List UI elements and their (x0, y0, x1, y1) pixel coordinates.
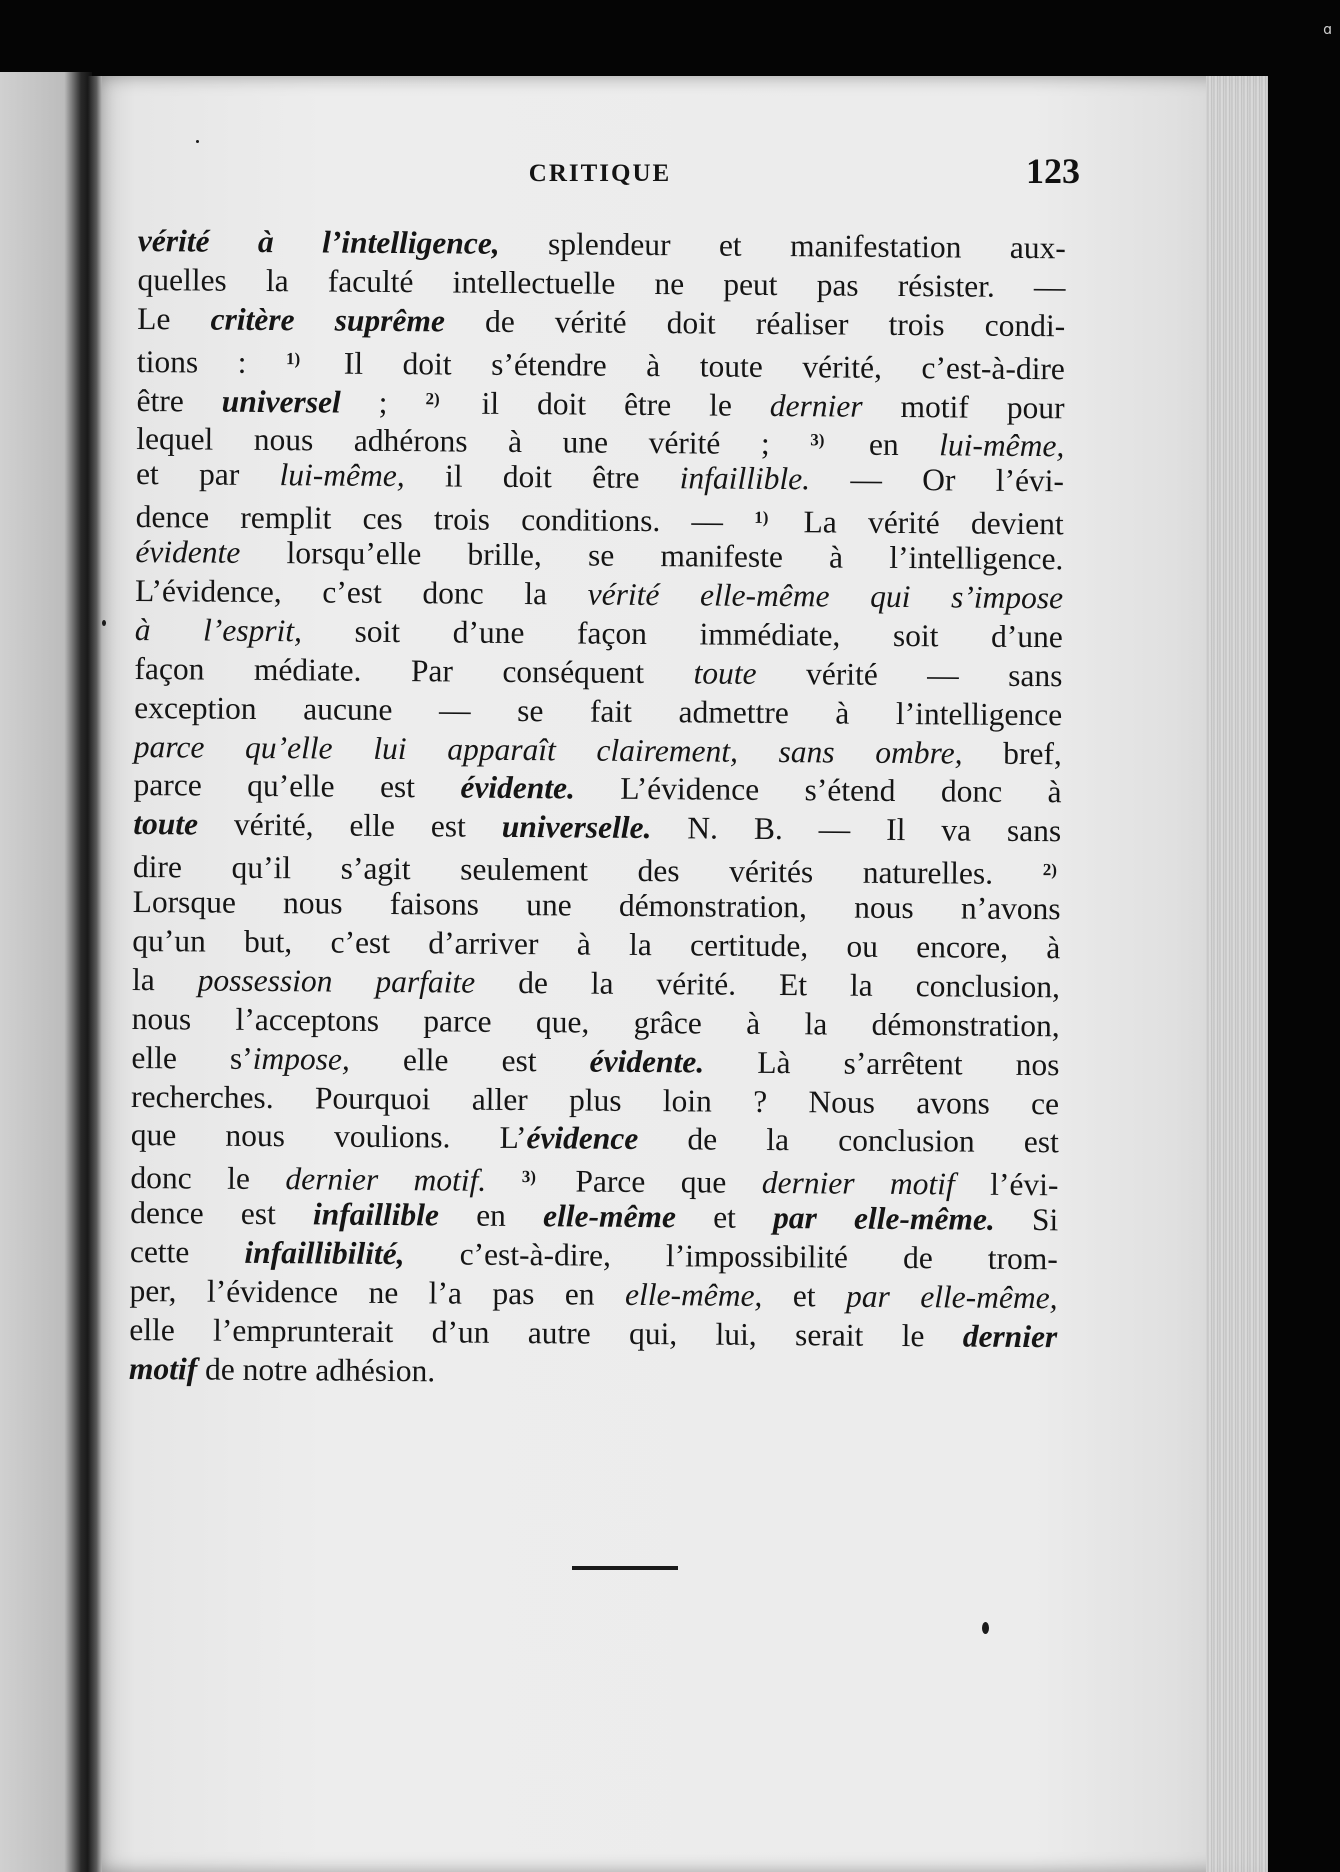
ink-speck (982, 1622, 989, 1634)
text-run: elle est (349, 1041, 590, 1079)
text-run: toute (133, 806, 199, 842)
text-run: parce qu’elle est (133, 767, 461, 806)
facing-page-edge (0, 72, 92, 1872)
text-run: donc le (130, 1160, 286, 1197)
text-run: évidence (526, 1120, 639, 1157)
text-run: de la conclusion est (638, 1121, 1059, 1160)
footnote-marker: 2) (1042, 860, 1058, 880)
text-run: possession parfaite (197, 962, 476, 1000)
text-run: L’évidence, c’est donc la (134, 573, 588, 612)
text-line (137, 339, 1065, 385)
text-run: dernier motif. (285, 1161, 487, 1199)
text-run: elle-même, (624, 1276, 763, 1313)
text-run: infaillibilité, (244, 1235, 405, 1272)
text-run: Il doit s’étendre à toute vérité, c’est-à-dire (304, 344, 1066, 386)
text-line (134, 650, 1062, 696)
scan-corner-mark: ɑ (1323, 22, 1332, 38)
page-gutter (88, 76, 102, 1872)
text-run: lui-même, (279, 457, 405, 494)
text-line (129, 1350, 1057, 1396)
text-line (134, 689, 1062, 735)
text-run: exception aucune — se fait admettre à l’intelligence (134, 689, 1063, 732)
text-run: dire qu’il s’agit seulement des vérités naturelles. (132, 849, 1043, 892)
text-run: La vérité devient (772, 504, 1064, 542)
ink-speck (102, 620, 106, 626)
text-line (131, 1039, 1059, 1085)
text-run: universelle. (501, 809, 652, 846)
text-run: recherches. Pourquoi aller plus loin ? Nous avons ce (130, 1078, 1060, 1121)
text-run: de la vérité. Et la conclusion, (475, 964, 1061, 1005)
footnote-marker: 3) (521, 1167, 537, 1187)
text-run: façon médiate. Par conséquent (134, 650, 694, 691)
text-run: la (131, 961, 198, 998)
text-run: nous l’acceptons parce que, grâce à la démonstration, (131, 1000, 1060, 1044)
text-line (132, 1000, 1060, 1046)
footnote-marker: 1) (754, 508, 769, 528)
text-run: infaillible. (679, 460, 811, 497)
text-run: être (136, 382, 222, 419)
text-run: lequel nous adhérons à une vérité ; (136, 421, 811, 462)
text-run: impose, (252, 1040, 351, 1077)
text-run: infaillible (312, 1196, 440, 1233)
text-run: par elle-même. (772, 1200, 995, 1238)
text-run: critère suprême (210, 301, 446, 339)
text-run: — Or l’évi- (809, 461, 1065, 499)
text-run: lorsqu’elle brille, se manifeste à l’intelligence. (240, 534, 1064, 577)
text-run: motif pour (862, 388, 1065, 425)
text-run: dernier (769, 387, 863, 424)
text-run: universel (221, 383, 341, 420)
text-run: soit d’une façon immédiate, soit d’une (301, 613, 1063, 655)
text-run: cette (129, 1234, 245, 1271)
end-rule (572, 1566, 678, 1570)
text-run: et (762, 1277, 847, 1314)
text-run: bref, (962, 735, 1062, 771)
text-run: toute (693, 655, 757, 691)
text-run: évidente. (460, 770, 576, 806)
text-run: ; (340, 384, 426, 420)
text-run: l’évi- (954, 1166, 1059, 1203)
ink-speck (196, 140, 199, 143)
text-run: et par (135, 456, 280, 493)
text-run: évidente (135, 534, 241, 570)
text-run: dernier (962, 1318, 1058, 1355)
body-text (128, 222, 1066, 1499)
text-run: c’est-à-dire, l’impossibilité de trom- (404, 1236, 1059, 1277)
text-run: et (675, 1199, 774, 1236)
text-run: elle-même (542, 1198, 677, 1235)
text-run: de notre adhésion. (197, 1351, 436, 1389)
text-run: Lorsque nous faisons une démonstration, nous n’avons (132, 884, 1061, 927)
text-run: motif (128, 1350, 198, 1387)
running-head: CRITIQUE (528, 160, 672, 187)
text-run: vérité à l’intelligence, (137, 222, 500, 261)
text-run: Parce que (539, 1163, 762, 1201)
text-run: il doit être (404, 458, 680, 496)
text-run: vérité, elle est (197, 806, 502, 845)
text-run: qu’un but, c’est d’arriver à la certitude, ou encore, à (132, 923, 1061, 966)
text-run: Là s’arrêtent nos (704, 1044, 1060, 1082)
text-run: dence est (130, 1195, 314, 1232)
text-run: elle l’emprunterait d’un autre qui, lui, serait le (129, 1311, 963, 1354)
text-run: à l’esprit, (134, 611, 303, 649)
text-run: elle s’ (131, 1039, 253, 1076)
footnote-marker: 3) (810, 430, 825, 450)
text-run: Le (137, 300, 211, 337)
text-run: dernier motif (761, 1165, 955, 1202)
text-run: quelles la faculté intellectuelle ne peut pas résister. — (137, 261, 1066, 305)
text-run: vérité — sans (756, 655, 1063, 694)
footnote-marker: 2) (425, 388, 440, 408)
text-run: en (438, 1197, 544, 1234)
text-run: vérité elle-même qui s’impose (587, 576, 1064, 616)
page-header (120, 150, 1080, 210)
text-line (137, 300, 1065, 346)
text-run: dence remplit ces trois conditions. — (135, 499, 755, 540)
text-run (486, 1163, 522, 1198)
page-number: 123 (1026, 151, 1080, 191)
text-run: Si (994, 1202, 1059, 1238)
text-run: que nous voulions. L’ (130, 1117, 527, 1156)
text-run: de vérité doit réaliser trois condi- (444, 303, 1066, 344)
text-run: tions : (136, 343, 287, 380)
text-run: L’évidence s’étend donc à (574, 770, 1062, 810)
text-run: splendeur et manifestation aux- (499, 225, 1066, 266)
text-run: N. B. — Il va sans (651, 810, 1062, 849)
page-edge-stack (1206, 76, 1268, 1872)
text-run: évidente. (589, 1043, 705, 1080)
text-run: lui-même, (939, 427, 1065, 464)
footnote-marker: 1) (286, 348, 301, 368)
text-run: par elle-même, (845, 1278, 1058, 1316)
text-run: parce qu’elle lui apparaît clairement, sans ombre, (133, 728, 963, 771)
text-run: il doit être le (443, 384, 771, 423)
text-run: en (828, 426, 940, 463)
text-run: per, l’évidence ne l’a pas en (129, 1273, 626, 1312)
